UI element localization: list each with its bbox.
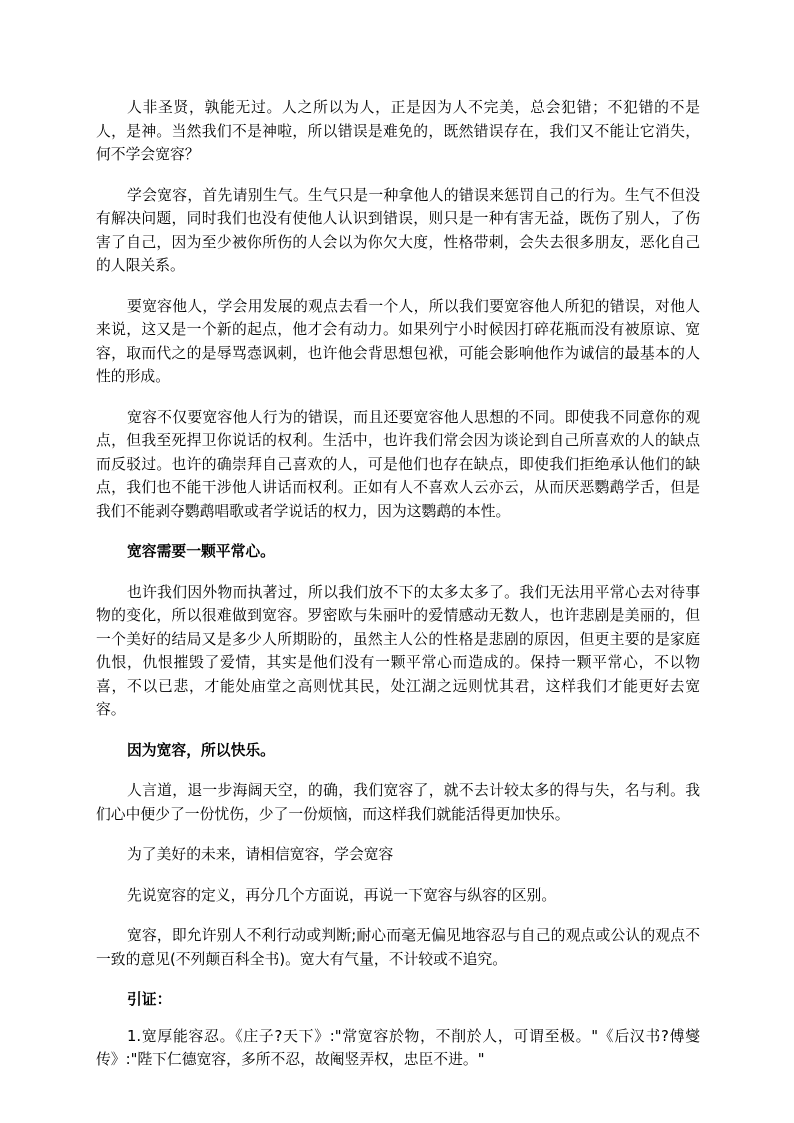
section-heading-happiness: 因为宽容，所以快乐。	[127, 741, 275, 759]
citation-item: 1.宽厚能容忍。《庄子?天下》:"常宽容於物，不削於人，可谓至极。"《后汉书?傅燮传》:"陛下仁德宽容，多所不忍，故阉竖弄权，忠臣不进。"	[96, 1027, 700, 1068]
paragraph-definition: 宽容，即允许别人不利行动或判断;耐心而毫无偏见地容忍与自己的观点或公认的观点不一致的意见(不列颠百科全书)。宽大有气量，不计较或不追究。	[96, 927, 700, 968]
paragraph-happiness: 人言道，退一步海阔天空，的确，我们宽容了，就不去计较太多的得与失，名与利。我们心中便少了一份忧伤，少了一份烦恼，而这样我们就能活得更加快乐。	[96, 782, 700, 823]
section-heading-calm-heart: 宽容需要一颗平常心。	[127, 543, 275, 560]
paragraph-intro: 人非圣贤，孰能无过。人之所以为人，正是因为人不完美，总会犯错；不犯错的不是人，是神。当然我们不是神啦，所以错误是难免的，既然错误存在，我们又不能让它消失，何不学会宽容？	[96, 99, 700, 163]
paragraph-outline: 先说宽容的定义，再分几个方面说，再说一下宽容与纵容的区别。	[127, 886, 557, 904]
document-page	[96, 96, 700, 1089]
section-heading-citations: 引证：	[127, 991, 172, 1008]
paragraph-believe-tolerance: 为了美好的未来，请相信宽容，学会宽容	[127, 846, 394, 863]
paragraph-development-view: 要宽容他人，学会用发展的观点去看一个人，所以我们要宽容他人所犯的错误，对他人来说，这又是一个新的起点，他才会有动力。如果列宁小时候因打碎花瓶而没有被原谅、宽容，取而代之的是辱骂悫讽刺，也许他会背思想包袱，可能会影响他作为诚信的最基本的人性的形成。	[96, 297, 700, 385]
paragraph-dont-be-angry: 学会宽容，首先请别生气。生气只是一种拿他人的错误来惩罚自己的行为。生气不但没有解决问题，同时我们也没有使他人认识到错误，则只是一种有害无益，既伤了别人，了伤害了自己，因为至少被你所伤的人会以为你欠大度，性格带刺，会失去很多朋友，恶化自己的人限关系。	[96, 186, 700, 274]
paragraph-calm-heart: 也许我们因外物而执著过，所以我们放不下的太多太多了。我们无法用平常心去对待事物的变化，所以很难做到宽容。罗密欧与朱丽叶的爱情感动无数人，也许悲剧是美丽的，但一个美好的结局又是多少人所期盼的，虽然主人公的性格是悲剧的原因，但更主要的是家庭仇恨，仇恨摧毁了爱情，其实是他们没有一颗平常心而造成的。保持一颗平常心，不以物喜，不以已悲，才能处庙堂之高则忧其民，处江湖之远则忧其君，这样我们才能更好去宽容。	[96, 583, 700, 718]
paragraph-tolerate-thoughts: 宽容不仅要宽容他人行为的错误，而且还要宽容他人思想的不同。即使我不同意你的观点，但我至死捍卫你说话的权利。生活中，也许我们常会因为谈论到自己所喜欢的人的缺点而反驳过。也许的确崇拜自己喜欢的人，可是他们也存在缺点，即使我们拒绝承认他们的缺点，我们也不能干涉他人讲话而权利。正如有人不喜欢人云亦云，从而厌恶鹦鹉学舌，但是我们不能剥夺鹦鹉唱歌或者学说话的权力，因为这鹦鹉的本性。	[96, 408, 700, 520]
